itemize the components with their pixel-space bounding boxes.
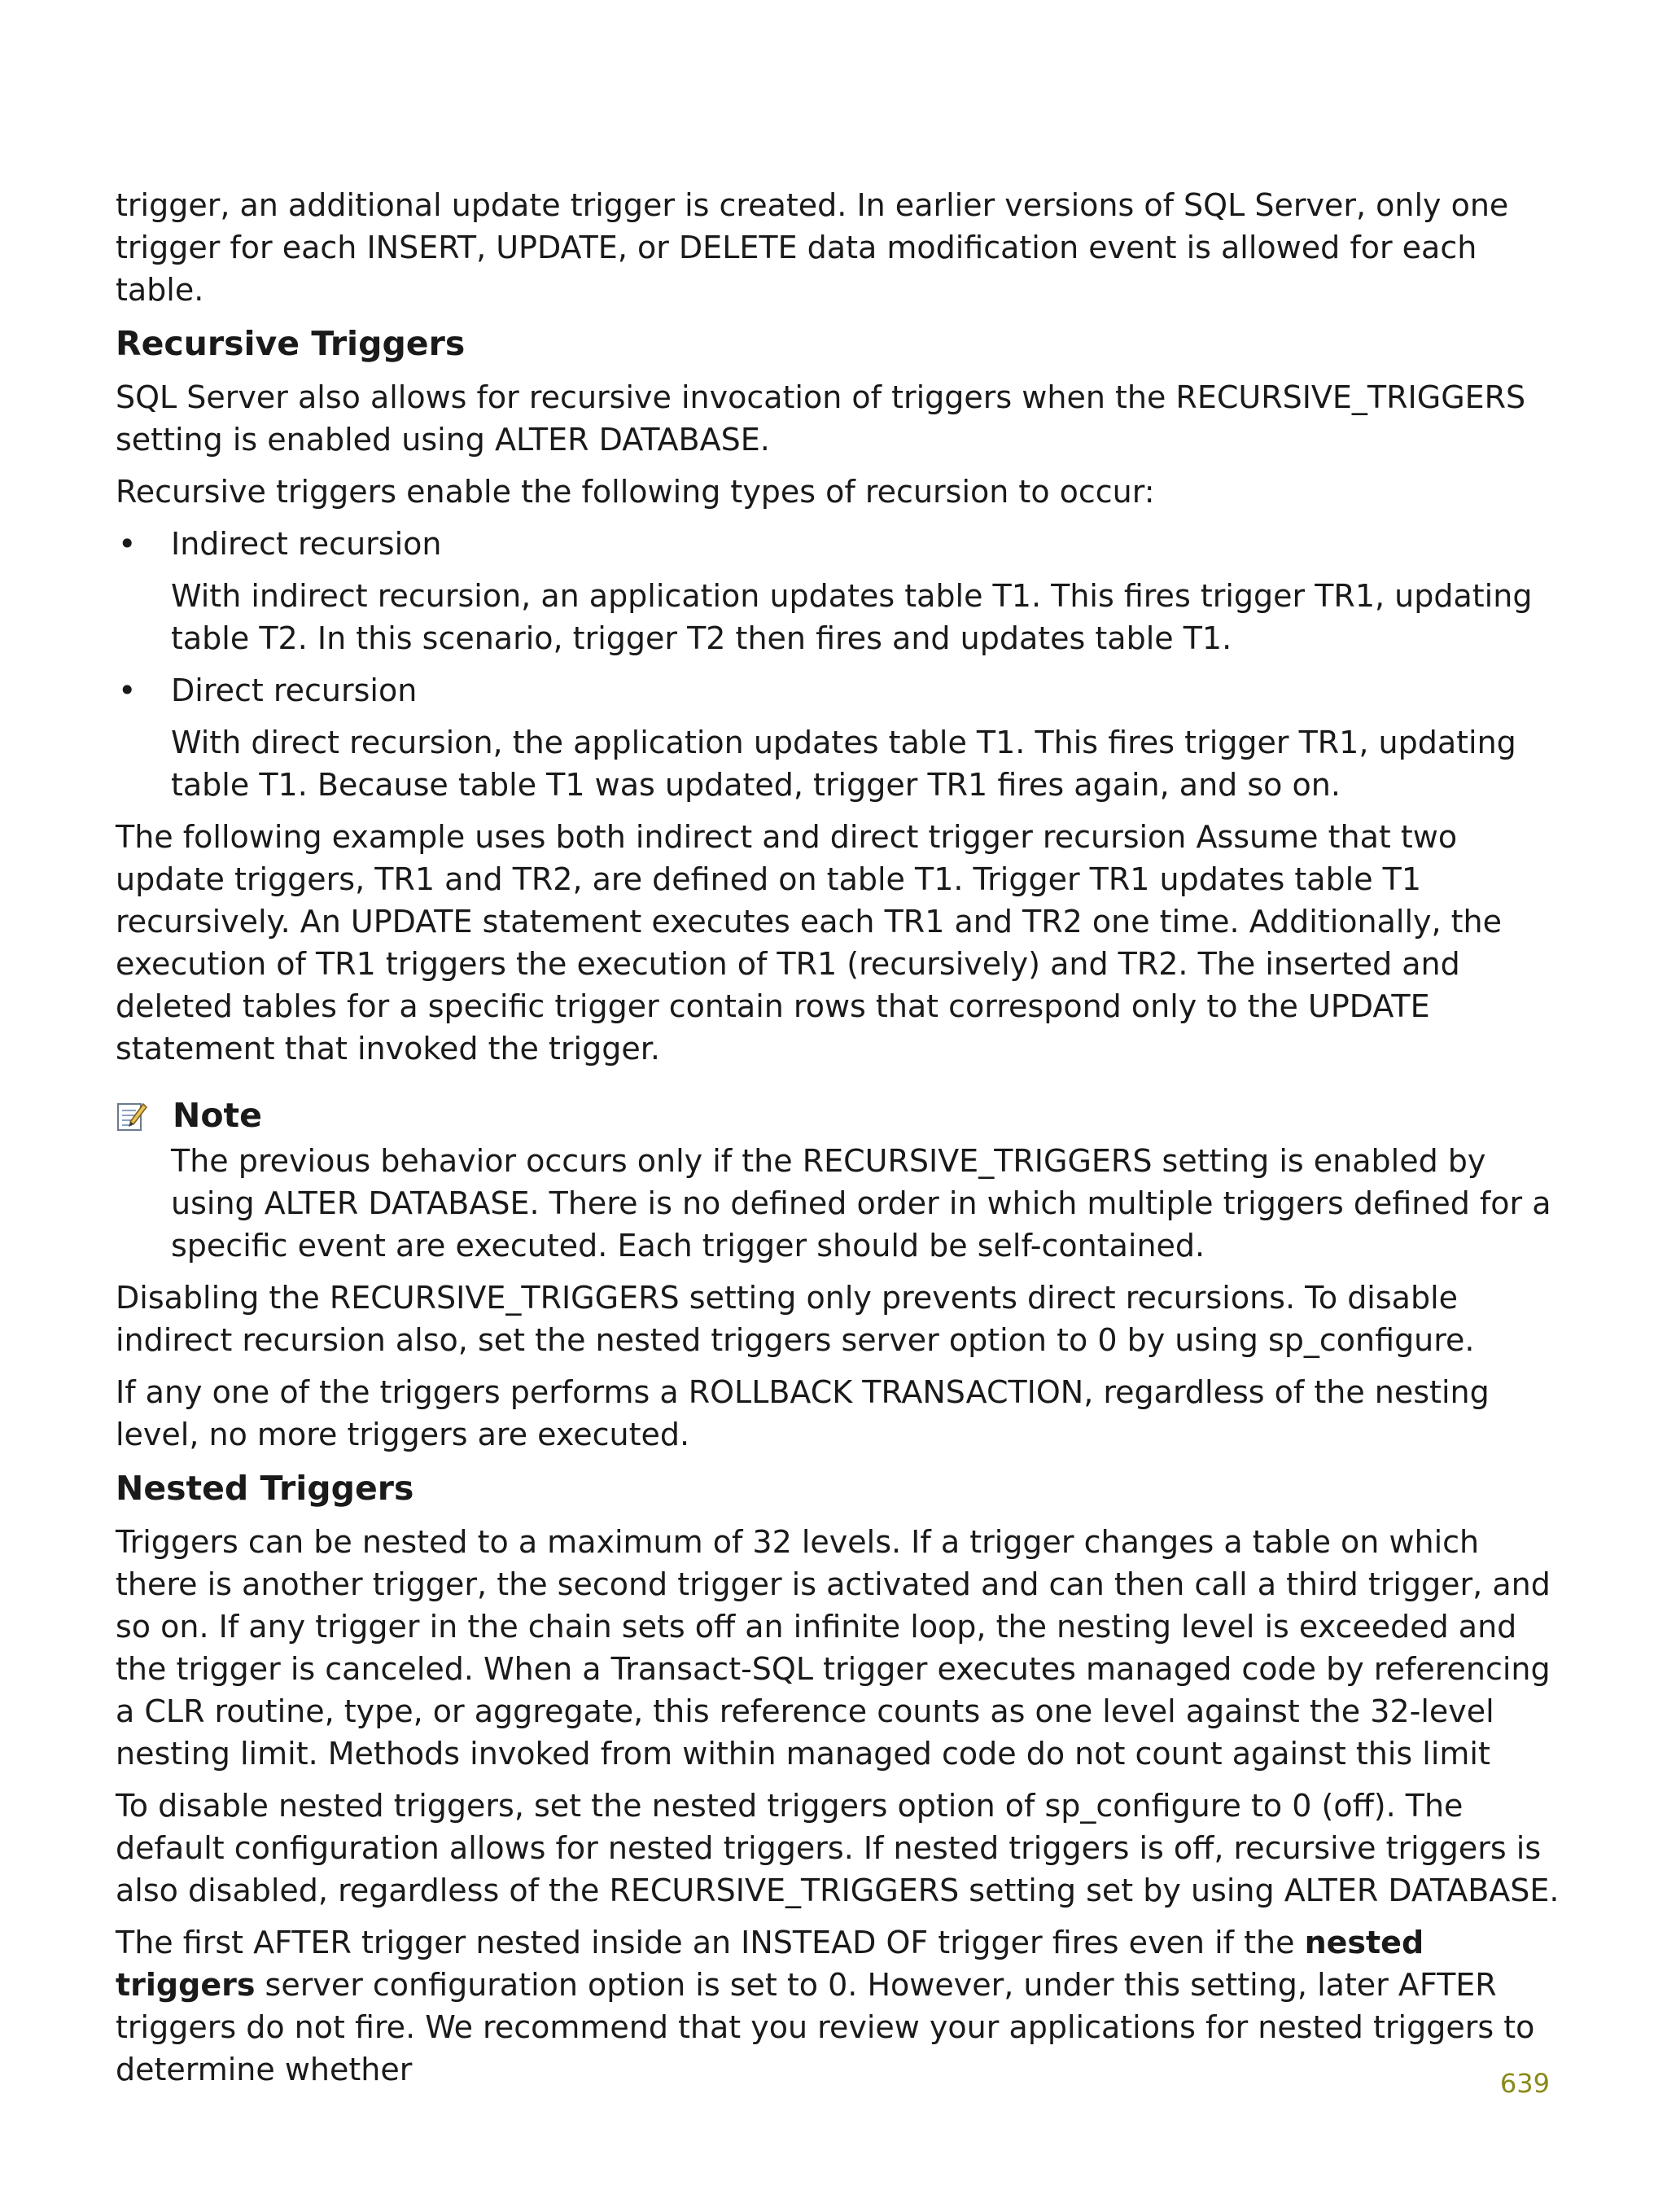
page-content xyxy=(116,184,1564,2100)
note-icon xyxy=(116,1099,148,1132)
nested-paragraph-3-start: The first AFTER trigger nested inside an INSTEAD OF trigger fires even if the xyxy=(116,1925,1305,1960)
recursive-paragraph-2: Recursive triggers enable the following types of recursion to occur: xyxy=(116,474,1155,510)
list-item-description: With indirect recursion, an application updates table T1. This fires trigger TR1, updating table T2. In this scenario, trigger T2 then fires and updates table T1. xyxy=(171,578,1533,656)
nested-triggers-bold: nested triggers xyxy=(116,1925,1424,2003)
list-item-description: With direct recursion, the application updates table T1. This fires trigger TR1, updating table T1. Because table T1 was updated, trigger TR1 fires again, and so on. xyxy=(171,725,1516,803)
list-item xyxy=(116,523,1564,659)
intro-paragraph: trigger, an additional update trigger is created. In earlier versions of SQL Server, only one trigger for each INSERT, UPDATE, or DELETE data modification event is allowed for each table. xyxy=(116,187,1509,308)
recursive-paragraph-3: The following example uses both indirect and direct trigger recursion Assume that two update triggers, TR1 and TR2, are defined on table T1. Trigger TR1 updates table T1 recursively. An UPDATE statement executes each TR1 and TR2 one time. Additionally, the execution of TR1 triggers the execution of TR1 (recursively) and TR2. The inserted and deleted tables for a specific trigger contain rows that correspond only to the UPDATE statement that invoked the trigger. xyxy=(116,819,1503,1067)
bullet-icon: • xyxy=(118,526,137,562)
nested-paragraph-3 xyxy=(116,1921,1564,2091)
nested-paragraph-1: Triggers can be nested to a maximum of 32 levels. If a trigger changes a table on which there is another trigger, the second trigger is activated and can then call a third trigger, and so on. If any trigger in the chain sets off an infinite loop, the nesting level is exceeded and the trigger is canceled. When a Transact-SQL trigger executes managed code by referencing a CLR routine, type, or aggregate, this reference counts as one level against the 32-level nesting limit. Methods invoked from within managed code do not count against this limit xyxy=(116,1524,1551,1772)
bullet-icon: • xyxy=(118,672,137,708)
list-item xyxy=(116,669,1564,806)
nested-triggers-heading: Nested Triggers xyxy=(116,1469,414,1508)
note-title: Note xyxy=(173,1096,262,1135)
note-text: The previous behavior occurs only if the RECURSIVE_TRIGGERS setting is enabled by using ALTER DATABASE. There is no defined order in which multiple triggers defined for a specific event are executed. Each trigger should be self-contained. xyxy=(171,1143,1551,1264)
after-note-paragraph-2: If any one of the triggers performs a ROLLBACK TRANSACTION, regardless of the nesting level, no more triggers are executed. xyxy=(116,1374,1490,1452)
note-header xyxy=(116,1093,1564,1138)
page-number: 639 xyxy=(1499,2068,1550,2099)
recursion-types-list xyxy=(116,523,1564,806)
list-item-title: Indirect recursion xyxy=(171,526,442,562)
nested-paragraph-3-end: server configuration option is set to 0. However, under this setting, later AFTER triggers do not fire. We recommend that you review your applications for nested triggers to determine whether xyxy=(116,1967,1535,2087)
note-body xyxy=(116,1140,1564,1267)
after-note-paragraph-1: Disabling the RECURSIVE_TRIGGERS setting only prevents direct recursions. To disable indirect recursion also, set the nested triggers server option to 0 by using sp_configure. xyxy=(116,1280,1475,1358)
recursive-paragraph-1: SQL Server also allows for recursive invocation of triggers when the RECURSIVE_TRIGGERS setting is enabled using ALTER DATABASE. xyxy=(116,379,1526,458)
list-item-title: Direct recursion xyxy=(171,672,418,708)
recursive-triggers-heading: Recursive Triggers xyxy=(116,324,466,363)
note-box xyxy=(116,1093,1564,1267)
nested-paragraph-2: To disable nested triggers, set the nested triggers option of sp_configure to 0 (off). The default configuration allows for nested triggers. If nested triggers is off, recursive triggers is also disabled, regardless of the RECURSIVE_TRIGGERS setting set by using ALTER DATABASE. xyxy=(116,1788,1560,1908)
